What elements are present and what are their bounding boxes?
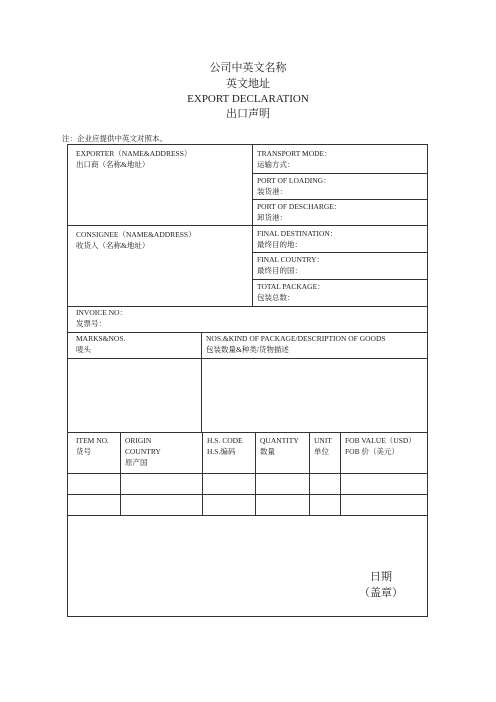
field-label-cn: 最终目的国： xyxy=(257,266,302,275)
marks-label-en: MARKS&NOS. xyxy=(76,334,126,343)
col-header-item-no xyxy=(72,433,120,459)
col-label-cn: 单位 xyxy=(314,447,329,456)
field-label-en: TOTAL PACKAGE： xyxy=(257,282,325,291)
goods-header xyxy=(202,332,428,357)
col-label-cn: 原产国 xyxy=(125,458,148,467)
col-header-hs-code xyxy=(203,433,255,459)
marks-label-cn: 唛头 xyxy=(76,345,91,354)
exporter-label-en: EXPORTER（NAME&ADDRESS） xyxy=(76,149,192,158)
col-label-en: COUNTRY xyxy=(125,447,161,456)
transport-mode-field[interactable] xyxy=(253,146,428,172)
invoice-label-cn: 发票号： xyxy=(76,319,106,328)
col-label-en: ORIGIN xyxy=(125,436,152,445)
field-label-cn: 最终目的地： xyxy=(257,240,302,249)
field-label-en: FINAL COUNTRY： xyxy=(257,255,325,264)
col-label-cn: 货号 xyxy=(76,447,91,456)
field-label-en: FINAL DESTINATION： xyxy=(257,229,338,238)
field-label-en: PORT OF LOADING： xyxy=(257,176,331,185)
marks-input-area[interactable] xyxy=(68,359,201,432)
consignee-label-cn: 收货人（名称&地址） xyxy=(76,241,150,250)
declaration-form xyxy=(67,144,428,617)
company-name: 公司中英文名称 xyxy=(209,62,287,74)
exporter-label-cn: 出口商（名称&地址） xyxy=(76,160,150,169)
field-label-en: TRANSPORT MODE： xyxy=(257,149,332,158)
goods-label-en: NOS.&KIND OF PACKAGE/DESCRIPTION OF GOODS xyxy=(206,334,386,343)
title-en: EXPORT DECLARATION xyxy=(187,93,309,105)
marks-header xyxy=(72,332,200,357)
final-country-field[interactable] xyxy=(253,252,428,278)
exporter-cell[interactable] xyxy=(72,146,250,172)
col-label-en: FOB VALUE（USD） xyxy=(345,436,416,445)
field-label-cn: 包装总数： xyxy=(257,293,295,302)
total-package-field[interactable] xyxy=(253,279,428,305)
col-label-en: UNIT xyxy=(314,436,332,445)
col-label-cn: FOB 价（美元） xyxy=(345,447,399,456)
col-header-quantity xyxy=(256,433,309,459)
field-label-cn: 装货港： xyxy=(257,187,287,196)
col-header-fob-value xyxy=(341,433,429,459)
port-of-loading-field[interactable] xyxy=(253,173,428,199)
goods-label-cn: 包装数量&种类/货物描述 xyxy=(206,345,289,354)
seal-label: （盖章） xyxy=(359,587,403,599)
table-row[interactable] xyxy=(68,495,428,515)
consignee-cell[interactable] xyxy=(72,227,250,253)
final-destination-field[interactable] xyxy=(253,226,428,252)
company-address: 英文地址 xyxy=(226,78,270,90)
title-cn: 出口声明 xyxy=(226,108,270,120)
field-label-cn: 卸货港： xyxy=(257,213,287,222)
col-label-en: QUANTITY xyxy=(260,436,299,445)
goods-input-area[interactable] xyxy=(202,359,428,432)
col-label-cn: 数量 xyxy=(260,447,275,456)
invoice-no-field[interactable] xyxy=(72,306,428,331)
invoice-label-en: INVOICE NO： xyxy=(76,308,128,317)
col-header-unit xyxy=(310,433,340,459)
table-row[interactable] xyxy=(68,474,428,494)
field-label-cn: 运输方式： xyxy=(257,160,295,169)
consignee-label-en: CONSIGNEE（NAME&ADDRESS） xyxy=(76,230,196,239)
note-text: 注：企业应提供中英文对照本。 xyxy=(62,134,167,143)
date-label: 日期 xyxy=(370,571,392,583)
col-label-cn: H.S.编码 xyxy=(207,447,236,456)
col-label-en: H.S. CODE xyxy=(207,436,243,445)
signature-area[interactable] xyxy=(68,516,428,617)
col-header-origin-country xyxy=(121,433,201,470)
field-label-en: PORT OF DESCHARGE： xyxy=(257,202,342,211)
col-label-en: ITEM NO. xyxy=(76,436,109,445)
port-of-discharge-field[interactable] xyxy=(253,199,428,225)
